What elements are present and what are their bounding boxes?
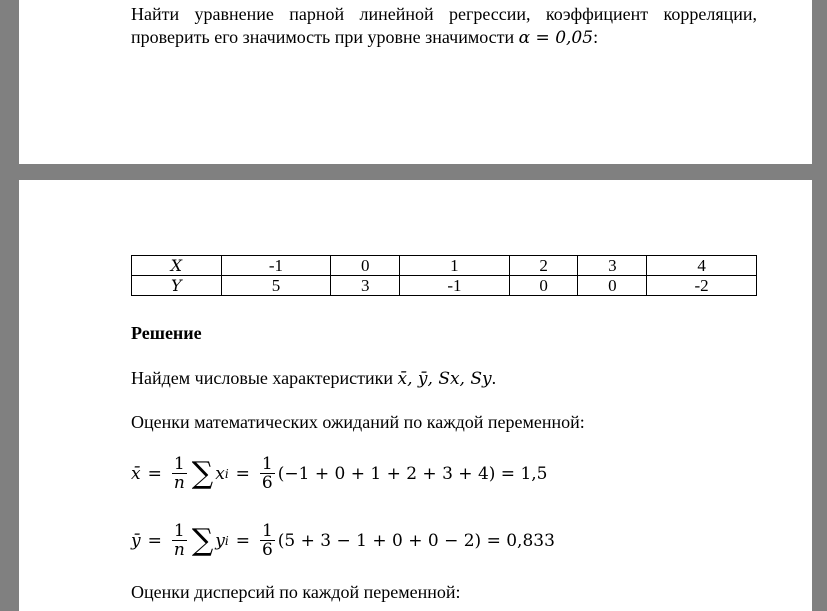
table-cell: 2 (509, 256, 578, 276)
intro-end: . (491, 368, 497, 388)
means-label: Оценки математических ожиданий по каждой переменной: (131, 412, 585, 432)
table-cell: -2 (647, 276, 757, 296)
sum-symbol: ∑ (191, 455, 214, 491)
table-header-y: Y (132, 276, 222, 296)
table-cell: 0 (509, 276, 578, 296)
table-cell: 3 (578, 256, 647, 276)
formula-mean-y: ȳ = $\frac{1}{n}$ ∑ y i = $\frac{1}{6}$ (5 + 3 − 1 + 0 + 0 − 2) = 0,833 (131, 521, 555, 560)
table-cell: 5 (221, 276, 331, 296)
formula-y-expression: (5 + 3 − 1 + 0 + 0 − 2) = 0,833 (277, 530, 555, 551)
task-line-2-end: : (593, 27, 599, 47)
data-table (131, 255, 757, 296)
formula-mean-x: x̄ = $\frac{1}{n}$ ∑ x i = $\frac{1}{6}$ (−1 + 0 + 1 + 2 + 3 + 4) = 1,5 (131, 454, 548, 493)
intro-line (131, 367, 496, 390)
sum-symbol: ∑ (191, 522, 214, 558)
fraction: $\frac{1}{6}$ (261, 521, 273, 560)
table-cell: 4 (647, 256, 757, 276)
fraction: $\frac{1}{6}$ (261, 454, 273, 493)
formula-x-expression: (−1 + 0 + 1 + 2 + 3 + 4) = 1,5 (277, 463, 548, 484)
table-row-x (132, 256, 757, 276)
table-cell: 0 (578, 276, 647, 296)
task-line-2 (131, 26, 757, 50)
solution-heading: Решение (131, 323, 202, 343)
fraction: $\frac{1}{n}$ (173, 521, 185, 560)
fraction: $\frac{1}{n}$ (173, 454, 185, 493)
alpha-expression: α = 0,05 (518, 28, 594, 48)
task-line-1: Найти уравнение парной линейной регрессии, коэффициент корреляции, (131, 4, 757, 24)
intro-symbols: x̄, ȳ, Sx, Sy (397, 369, 492, 389)
table-cell: 1 (400, 256, 510, 276)
table-cell: 3 (331, 276, 400, 296)
table-cell: 0 (331, 256, 400, 276)
formula-x-lhs: x̄ (131, 463, 141, 484)
table-cell: -1 (400, 276, 510, 296)
formula-y-lhs: ȳ (131, 530, 141, 551)
table-row-y (132, 276, 757, 296)
page-2 (19, 180, 812, 611)
page-1 (19, 0, 812, 164)
intro-text: Найдем числовые характеристики (131, 368, 398, 388)
task-statement (131, 3, 757, 50)
table-header-x: X (132, 256, 222, 276)
variance-label: Оценки дисперсий по каждой переменной: (131, 582, 461, 602)
table-cell: -1 (221, 256, 331, 276)
task-line-2-text: проверить его значимость при уровне значимости (131, 27, 519, 47)
